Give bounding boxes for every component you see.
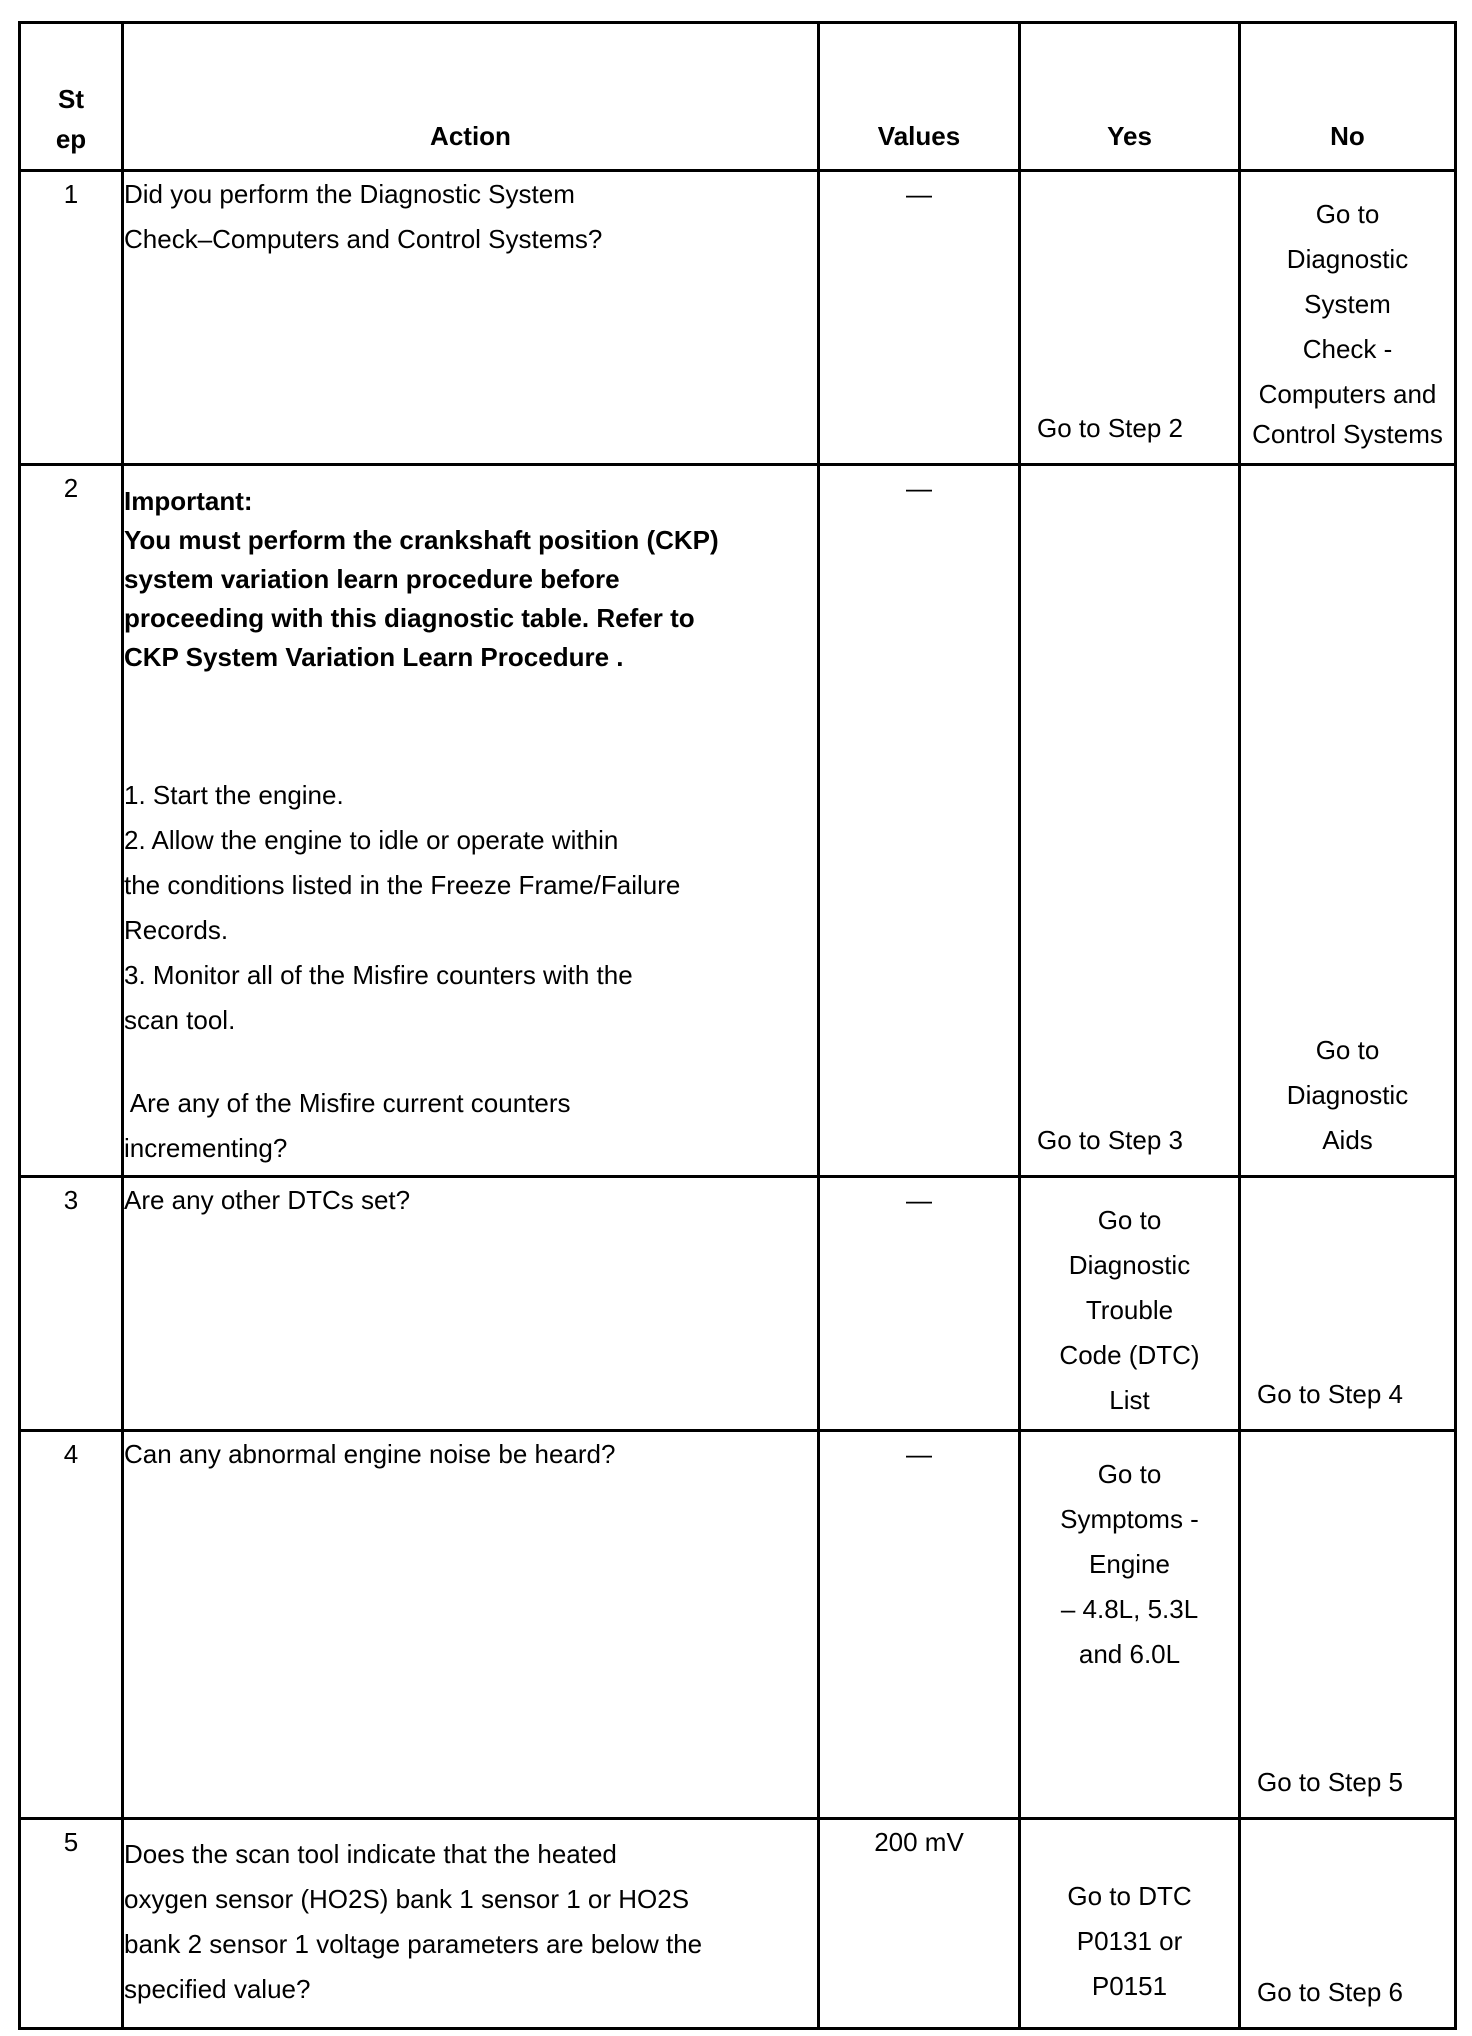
important-line: proceeding with this diagnostic table. Refer to [124, 603, 695, 633]
yes-line: Diagnostic [1068, 1250, 1191, 1280]
action-step-line: Records. [124, 915, 229, 945]
action-line: oxygen sensor (HO2S) bank 1 sensor 1 or HO2S [124, 1884, 690, 1914]
action-line: Are any other DTCs set? [124, 1185, 411, 1215]
no-cell [1240, 1177, 1456, 1431]
action-step-line: 2. Allow the engine to idle or operate within [124, 825, 619, 855]
header-step-line2: ep [55, 124, 87, 154]
yes-line: Trouble [1085, 1295, 1174, 1325]
action-line: Did you perform the Diagnostic System [124, 179, 575, 209]
no-line: Go to [1315, 199, 1380, 229]
no-line: Aids [1322, 1125, 1373, 1155]
no-line: Diagnostic [1286, 1080, 1409, 1110]
action-line: Check–Computers and Control Systems? [124, 224, 603, 254]
values-cell: — [819, 465, 1020, 1177]
no-link-step-5[interactable]: Go to Step 5 [1257, 1767, 1403, 1797]
important-note [124, 482, 817, 677]
action-cell [123, 171, 819, 465]
values-cell: — [819, 1431, 1020, 1819]
action-step-line: 1. Start the engine. [124, 780, 344, 810]
action-line: Can any abnormal engine noise be heard? [124, 1439, 616, 1469]
yes-link-dtc-p0131-p0151[interactable] [1021, 1838, 1238, 2009]
step-number: 5 [20, 1819, 123, 2029]
no-line: Go to [1315, 1035, 1380, 1065]
step-number: 1 [20, 171, 123, 465]
step-number: 3 [20, 1177, 123, 1431]
no-cell [1240, 1819, 1456, 2029]
diagnostic-table [18, 21, 1457, 2030]
action-step-line: the conditions listed in the Freeze Frame/Failure [124, 870, 681, 900]
no-line: Check - [1302, 334, 1393, 364]
header-values: Values [819, 23, 1020, 171]
yes-line: Go to [1097, 1205, 1162, 1235]
table-row [20, 1177, 1456, 1431]
yes-link-symptoms-engine[interactable] [1021, 1432, 1238, 1677]
important-line[interactable]: CKP System Variation Learn Procedure . [124, 642, 624, 672]
no-line: Computers and [1258, 379, 1437, 409]
yes-line: Symptoms - [1060, 1504, 1199, 1534]
step-number: 2 [20, 465, 123, 1177]
action-cell [123, 1431, 819, 1819]
yes-line: P0151 [1091, 1971, 1168, 2001]
yes-line: List [1109, 1385, 1150, 1415]
yes-link-step-3[interactable]: Go to Step 3 [1037, 1125, 1183, 1155]
action-line: specified value? [124, 1974, 311, 2004]
yes-line: Code (DTC) [1059, 1340, 1200, 1370]
no-link-diagnostic-system-check[interactable] [1241, 172, 1454, 451]
values-cell: — [819, 1177, 1020, 1431]
action-line: bank 2 sensor 1 voltage parameters are below the [124, 1929, 703, 1959]
question-line: incrementing? [124, 1133, 288, 1163]
header-yes: Yes [1020, 23, 1240, 171]
yes-line: P0131 or [1076, 1926, 1183, 1956]
header-step [20, 23, 123, 171]
no-cell [1240, 1431, 1456, 1819]
yes-cell [1020, 171, 1240, 465]
table-row [20, 1819, 1456, 2029]
yes-line: Go to DTC [1067, 1881, 1192, 1911]
no-line: System [1304, 289, 1391, 319]
no-cell [1240, 465, 1456, 1177]
action-cell [123, 1177, 819, 1431]
action-step-line: 3. Monitor all of the Misfire counters with the [124, 960, 633, 990]
header-action: Action [123, 23, 819, 171]
no-line: Control Systems [1252, 419, 1443, 449]
table-row [20, 1431, 1456, 1819]
no-link-diagnostic-aids[interactable] [1241, 1028, 1454, 1163]
yes-line: Engine [1089, 1549, 1170, 1579]
important-line: Important: [124, 486, 253, 516]
yes-cell [1020, 1431, 1240, 1819]
values-cell: — [819, 171, 1020, 465]
table-row [20, 171, 1456, 465]
no-link-step-4[interactable]: Go to Step 4 [1257, 1379, 1403, 1409]
no-link-step-6[interactable]: Go to Step 6 [1257, 1977, 1403, 2007]
yes-cell [1020, 465, 1240, 1177]
action-cell [123, 1819, 819, 2029]
important-line: system variation learn procedure before [124, 564, 620, 594]
header-no: No [1240, 23, 1456, 171]
question-line: Are any of the Misfire current counters [124, 1088, 571, 1118]
important-line: You must perform the crankshaft position (CKP) [124, 525, 719, 555]
yes-line: and 6.0L [1078, 1639, 1181, 1669]
yes-cell [1020, 1177, 1240, 1431]
step-number: 4 [20, 1431, 123, 1819]
action-cell [123, 465, 819, 1177]
yes-cell [1020, 1819, 1240, 2029]
yes-line: Go to [1097, 1459, 1162, 1489]
yes-link-step-2[interactable]: Go to Step 2 [1037, 413, 1183, 443]
header-step-line1: St [58, 84, 84, 114]
action-step-line: scan tool. [124, 1005, 236, 1035]
action-line: Does the scan tool indicate that the heated [124, 1839, 617, 1869]
yes-line: – 4.8L, 5.3L [1060, 1594, 1199, 1624]
no-line: Diagnostic [1286, 244, 1409, 274]
no-cell [1240, 171, 1456, 465]
values-cell: 200 mV [819, 1819, 1020, 2029]
yes-link-dtc-list[interactable] [1021, 1178, 1238, 1423]
table-header-row [20, 23, 1456, 171]
table-row [20, 465, 1456, 1177]
